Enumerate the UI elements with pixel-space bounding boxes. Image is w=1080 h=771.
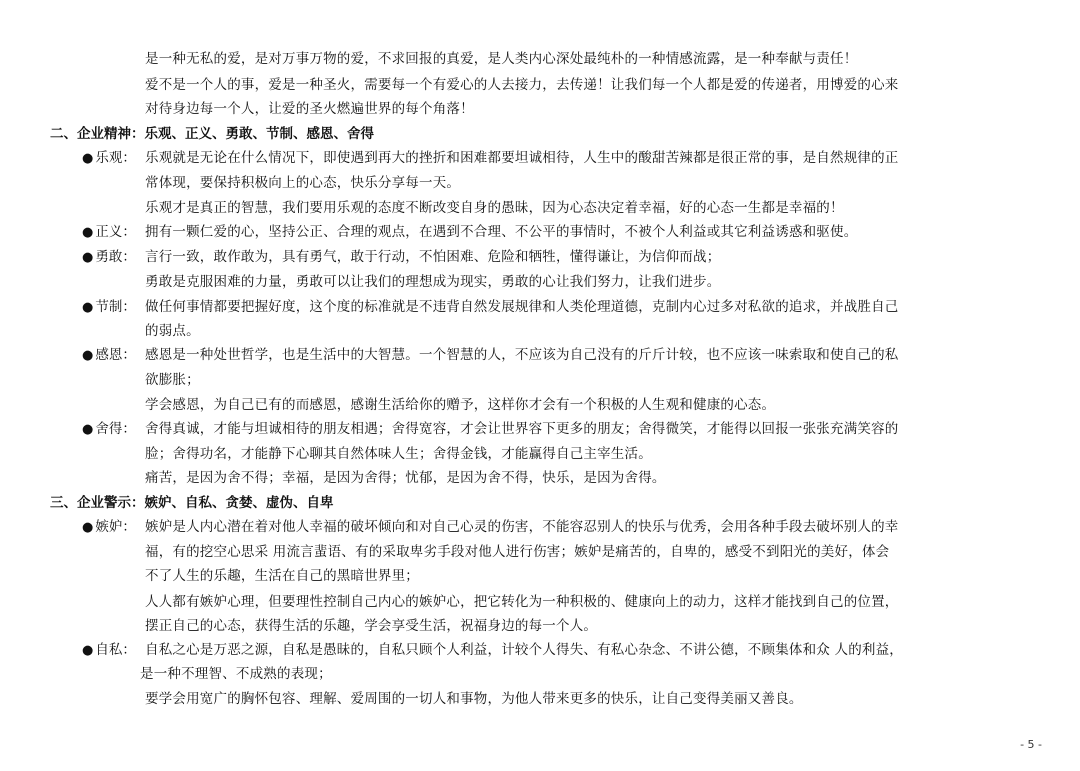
jealousy-line-5: 摆正自己的心态，获得生活的乐趣，学会享受生活，祝福身边的每一个人。	[145, 618, 598, 634]
bullet-jealousy	[82, 517, 136, 538]
jealousy-line-3: 不了人生的乐趣，生活在自己的黑暗世界里；	[145, 568, 419, 584]
giving-line-3: 痛苦，是因为舍不得；幸福，是因为舍得；忧郁，是因为舍不得，快乐，是因为舍得。	[145, 470, 666, 486]
giving-line-1: 舍得真诚，才能与坦诚相待的朋友相遇；舍得宽容，才会让世界容下更多的朋友；舍得微笑，才能得以回报一张张充满笑容的	[145, 421, 899, 437]
selfishness-line-1: 自私之心是万恶之源，自私是愚昧的，自私只顾个人利益，计较个人得失、有私心杂念、不讲公德，不顾集体和众 人的利益，	[145, 642, 903, 658]
temperance-line-2: 的弱点。	[145, 323, 200, 339]
selfishness-line-2: 是一种不理智、不成熟的表现；	[140, 666, 332, 682]
bullet-selfishness	[82, 640, 136, 661]
gratitude-line-2: 欲膨胀；	[145, 372, 200, 388]
bullet-optimism	[82, 148, 136, 169]
bullet-dot-icon: ●	[82, 300, 94, 315]
bullet-label-optimism: 乐观：	[95, 150, 136, 166]
bullet-temperance	[82, 297, 136, 318]
section-3-heading: 三、企业警示：嫉妒、自私、贪婪、虚伪、自卑	[50, 495, 334, 511]
bullet-label-justice: 正义：	[95, 224, 136, 240]
bullet-dot-icon: ●	[82, 250, 94, 265]
jealousy-line-4: 人人都有嫉妒心理，但要理性控制自己内心的嫉妒心，把它转化为一种积极的、健康向上的动力，这样才能找到自己的位置，	[145, 594, 899, 610]
optimism-line-2: 常体现，要保持积极向上的心态，快乐分享每一天。	[145, 175, 461, 191]
gratitude-line-3: 学会感恩，为自己已有的而感恩，感谢生活给你的赠予，这样你才会有一个积极的人生观和健康的心态。	[145, 397, 776, 413]
bullet-gratitude	[82, 345, 136, 366]
optimism-line-1: 乐观就是无论在什么情况下，即使遇到再大的挫折和困难都要坦诚相待，人生中的酸甜苦辣都是很正常的事，是自然规律的正	[145, 150, 899, 166]
bullet-justice	[82, 222, 136, 243]
bullet-label-gratitude: 感恩：	[95, 347, 136, 363]
giving-line-2: 脸；舍得功名，才能静下心聊其自然体味人生；舍得金钱，才能赢得自己主宰生活。	[145, 446, 652, 462]
section-2-heading: 二、企业精神：乐观、正义、勇敢、节制、感恩、舍得	[50, 126, 374, 142]
bullet-dot-icon: ●	[82, 422, 94, 437]
intro-line-1: 是一种无私的爱，是对万事万物的爱，不求回报的真爱，是人类内心深处最纯朴的一种情感流露，是一种奉献与责任！	[145, 51, 858, 67]
bullet-giving	[82, 419, 136, 440]
optimism-line-3: 乐观才是真正的智慧，我们要用乐观的态度不断改变自身的愚昧，因为心态决定着幸福，好的心态一生都是幸福的！	[145, 200, 844, 216]
bullet-label-jealousy: 嫉妒：	[95, 519, 136, 535]
bullet-courage	[82, 247, 136, 268]
intro-line-2: 爱不是一个人的事，爱是一种圣火，需要每一个有爱心的人去接力，去传递！让我们每一个人都是爱的传递者，用博爱的心来	[145, 77, 899, 93]
bullet-dot-icon: ●	[82, 520, 94, 535]
page-number: - 5 -	[1020, 738, 1042, 751]
justice-line-1: 拥有一颗仁爱的心，坚持公正、合理的观点，在遇到不合理、不公平的事情时，不被个人利益或其它利益诱惑和驱使。	[145, 224, 858, 240]
jealousy-line-2: 福，有的挖空心思采 用流言蜚语、有的采取卑劣手段对他人进行伤害；嫉妒是痛苦的，自卑的，感受不到阳光的美好，体会	[145, 544, 890, 560]
courage-line-1: 言行一致，敢作敢为，具有勇气，敢于行动，不怕困难、危险和牺牲，懂得谦让，为信仰而战；	[145, 249, 721, 265]
bullet-dot-icon: ●	[82, 151, 94, 166]
gratitude-line-1: 感恩是一种处世哲学，也是生活中的大智慧。一个智慧的人，不应该为自己没有的斤斤计较，也不应该一味索取和使自己的私	[145, 347, 899, 363]
intro-line-3: 对待身边每一个人，让爱的圣火燃遍世界的每个角落！	[145, 101, 474, 117]
courage-line-2: 勇敢是克服困难的力量，勇敢可以让我们的理想成为现实，勇敢的心让我们努力，让我们进步。	[145, 274, 721, 290]
bullet-label-selfishness: 自私：	[95, 642, 136, 658]
bullet-dot-icon: ●	[82, 225, 94, 240]
selfishness-line-3: 要学会用宽广的胸怀包容、理解、爱周围的一切人和事物，为他人带来更多的快乐，让自己变得美丽又善良。	[145, 691, 803, 707]
temperance-line-1: 做任何事情都要把握好度，这个度的标准就是不违背自然发展规律和人类伦理道德，克制内心过多对私欲的追求，并战胜自己	[145, 299, 899, 315]
bullet-label-courage: 勇敢：	[95, 249, 136, 265]
bullet-label-giving: 舍得：	[95, 421, 136, 437]
bullet-dot-icon: ●	[82, 643, 94, 658]
jealousy-line-1: 嫉妒是人内心潜在着对他人幸福的破坏倾向和对自己心灵的伤害，不能容忍别人的快乐与优秀，会用各种手段去破坏别人的幸	[145, 519, 899, 535]
bullet-dot-icon: ●	[82, 348, 94, 363]
bullet-label-temperance: 节制：	[95, 299, 136, 315]
